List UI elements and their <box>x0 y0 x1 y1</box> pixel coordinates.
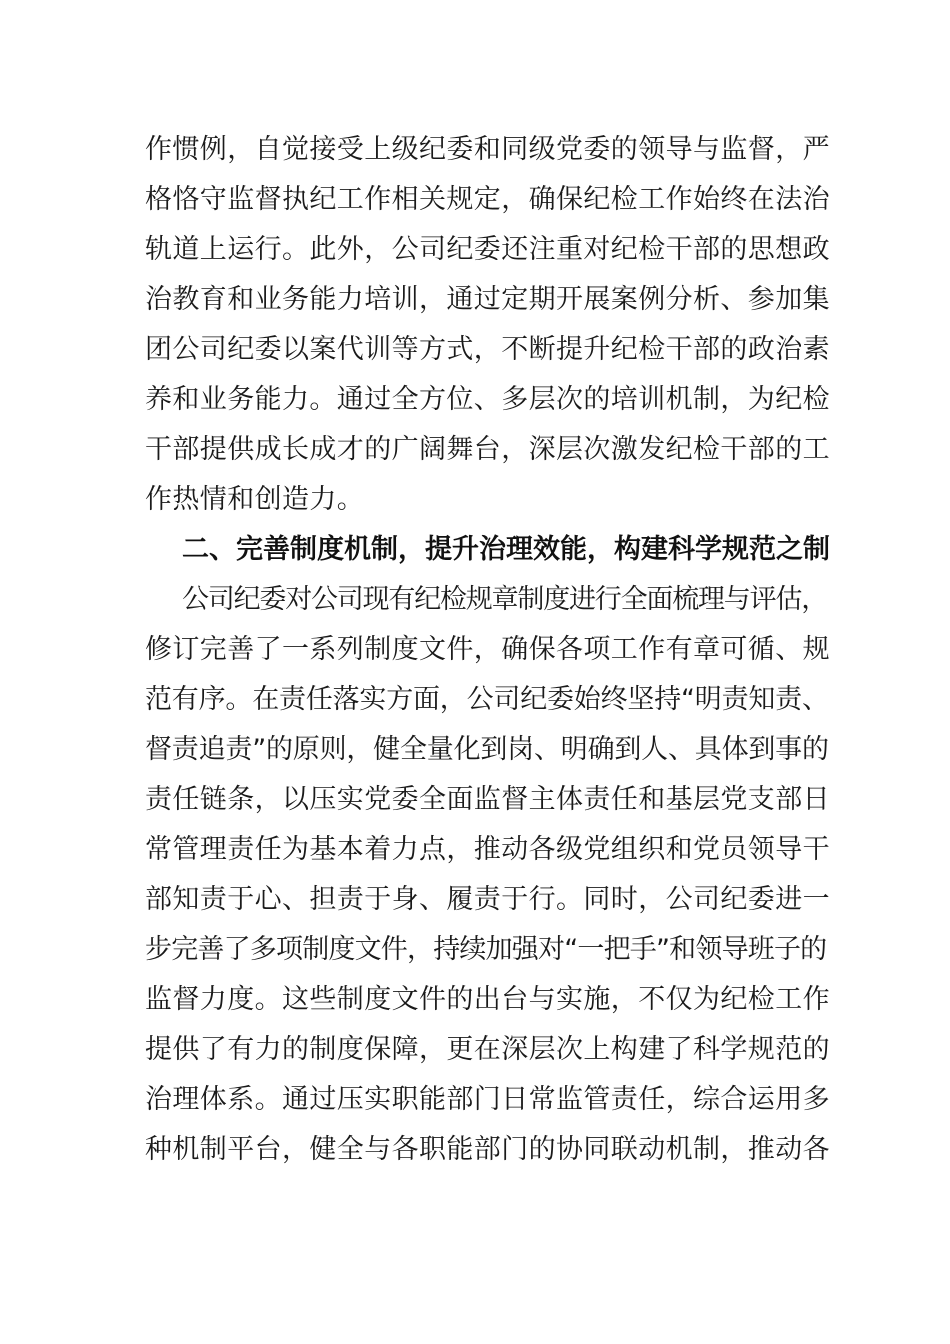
paragraph-line: 督责追责”的原则，健全量化到岗、明确到人、具体到事的 <box>145 734 829 765</box>
paragraph-line: 部知责于心、担责于身、履责于行。同时，公司纪委进一 <box>145 884 830 915</box>
paragraph-line: 干部提供成长成才的广阔舞台，深层次激发纪检干部的工 <box>145 434 830 465</box>
paragraph-line: 治教育和业务能力培训，通过定期开展案例分析、参加集 <box>145 284 830 315</box>
paragraph-line: 治理体系。通过压实职能部门日常监管责任，综合运用多 <box>145 1084 830 1115</box>
paragraph-line: 格恪守监督执纪工作相关规定，确保纪检工作始终在法治 <box>145 184 830 215</box>
paragraph-line: 公司纪委对公司现有纪检规章制度进行全面梳理与评估， <box>182 584 827 615</box>
paragraph-line: 常管理责任为基本着力点，推动各级党组织和党员领导干 <box>145 834 830 865</box>
paragraph-line: 团公司纪委以案代训等方式，不断提升纪检干部的政治素 <box>145 334 830 365</box>
paragraph-line: 提供了有力的制度保障，更在深层次上构建了科学规范的 <box>145 1034 830 1065</box>
paragraph-line: 作热情和创造力。 <box>145 484 365 515</box>
paragraph-line: 作惯例，自觉接受上级纪委和同级党委的领导与监督，严 <box>145 134 830 165</box>
paragraph-line: 步完善了多项制度文件，持续加强对“一把手”和领导班子的 <box>145 934 827 965</box>
paragraph-line: 养和业务能力。通过全方位、多层次的培训机制，为纪检 <box>145 384 830 415</box>
paragraph-line: 轨道上运行。此外，公司纪委还注重对纪检干部的思想政 <box>145 234 830 265</box>
paragraph-line: 种机制平台，健全与各职能部门的协同联动机制，推动各 <box>145 1134 830 1165</box>
paragraph-line: 范有序。在责任落实方面，公司纪委始终坚持“明责知责、 <box>145 684 829 715</box>
paragraph-line: 责任链条，以压实党委全面监督主体责任和基层党支部日 <box>145 784 830 815</box>
paragraph-line: 监督力度。这些制度文件的出台与实施，不仅为纪检工作 <box>145 984 830 1015</box>
section-heading: 二、完善制度机制，提升治理效能，构建科学规范之制 <box>182 534 830 565</box>
paragraph-line: 修订完善了一系列制度文件，确保各项工作有章可循、规 <box>145 634 830 665</box>
